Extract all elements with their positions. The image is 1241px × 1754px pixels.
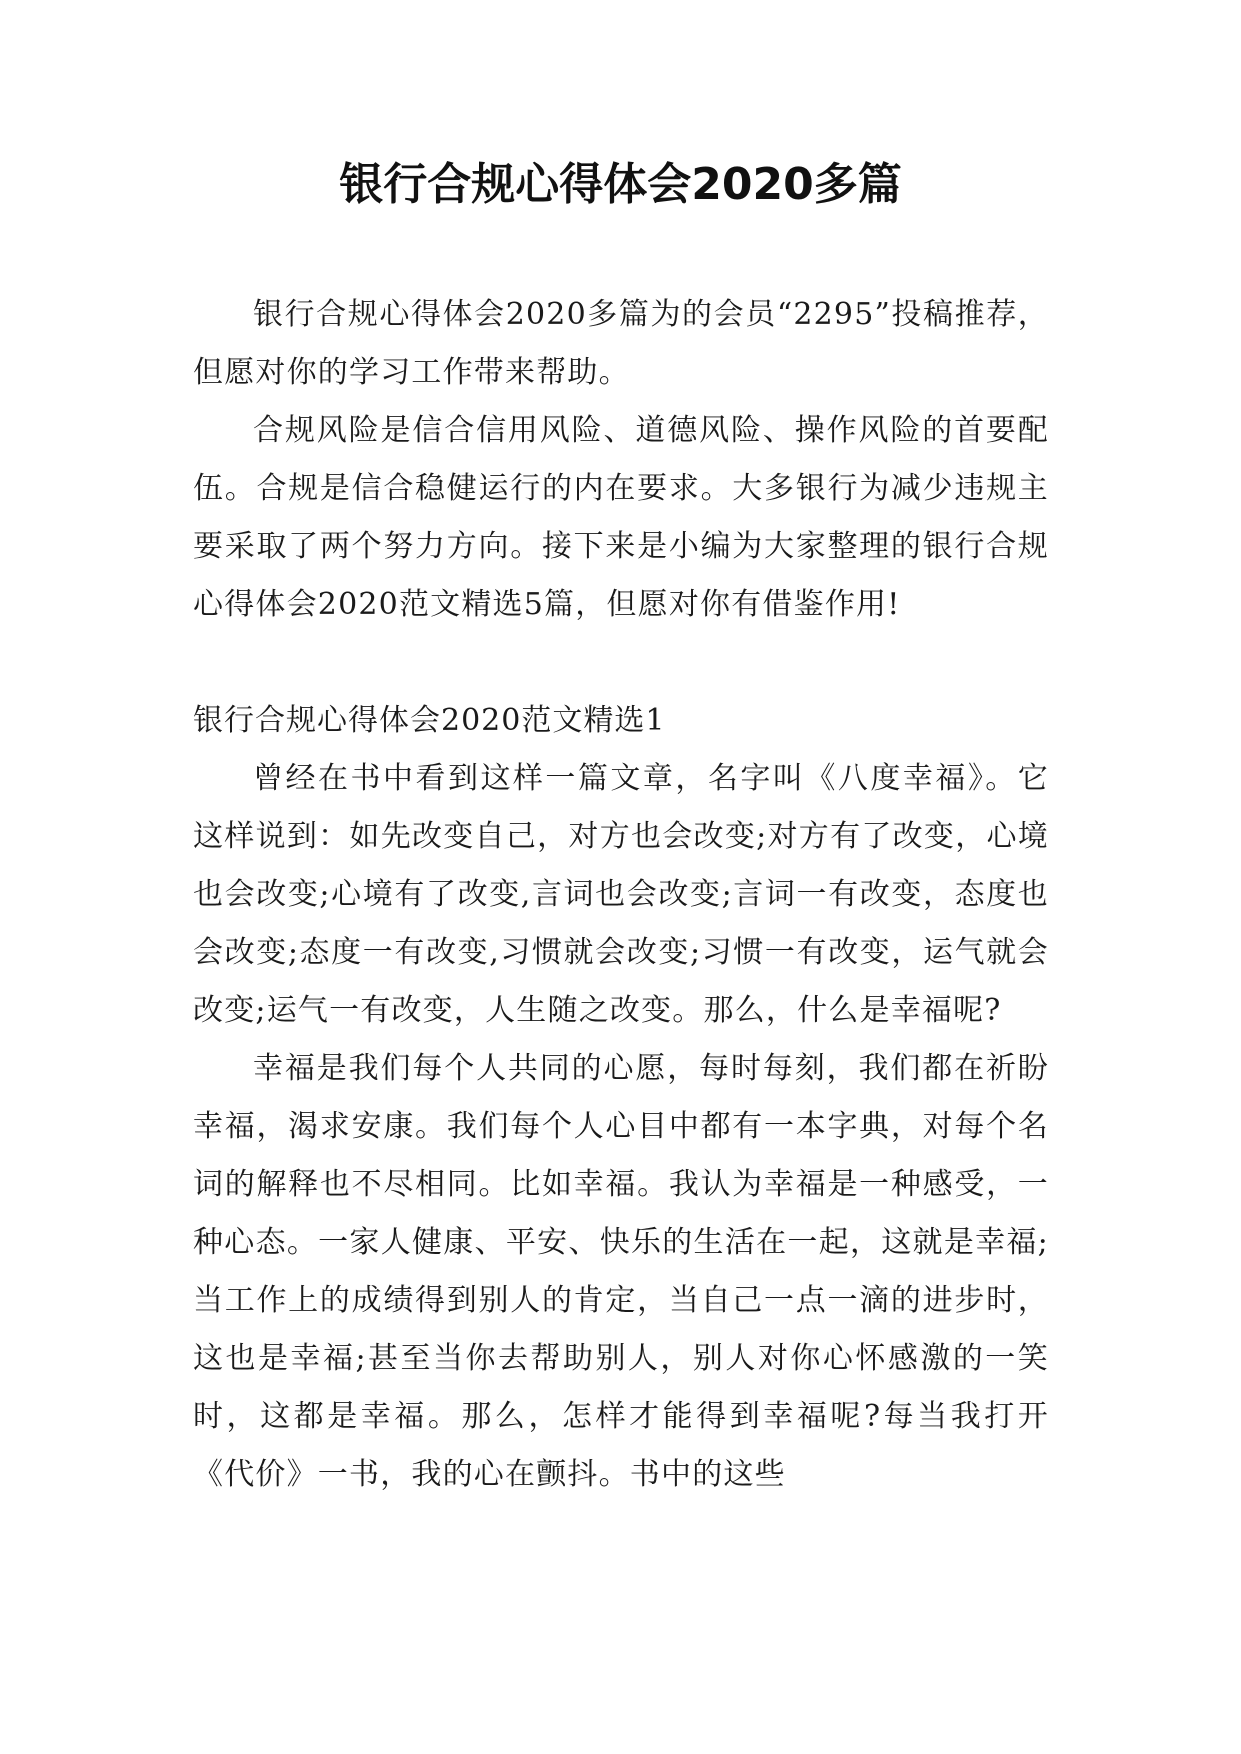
section-paragraph-2: 幸福是我们每个人共同的心愿，每时每刻，我们都在祈盼幸福，渴求安康。我们每个人心目中都有一本字典，对每个名词的解释也不尽相同。比如幸福。我认为幸福是一种感受，一种心态。一家人健康、平安、快乐的生活在一起，这就是幸福;当工作上的成绩得到别人的肯定，当自己一点一滴的进步时，这也是幸福;甚至当你去帮助别人，别人对你心怀感激的一笑时，这都是幸福。那么，怎样才能得到幸福呢?每当我打开《代价》一书，我的心在颤抖。书中的这些 [193,1051,1049,1492]
document-body [193,286,1049,1504]
section-paragraph-1: 曾经在书中看到这样一篇文章，名字叫《八度幸福》。它这样说到：如先改变自己，对方也会改变;对方有了改变，心境也会改变;心境有了改变,言词也会改变;言词一有改变，态度也会改变;态度一有改变,习惯就会改变;习惯一有改变，运气就会改变;运气一有改变，人生随之改变。那么，什么是幸福呢? [193,761,1049,1028]
intro-paragraph: 银行合规心得体会2020多篇为的会员“2295”投稿推荐，但愿对你的学习工作带来帮助。 [193,297,1049,390]
document-title: 银行合规心得体会2020多篇 [339,159,902,210]
summary-paragraph: 合规风险是信合信用风险、道德风险、操作风险的首要配伍。合规是信合稳健运行的内在要求。大多银行为减少违规主要采取了两个努力方向。接下来是小编为大家整理的银行合规心得体会2020范文精选5篇，但愿对你有借鉴作用! [193,413,1049,622]
section-heading: 银行合规心得体会2020范文精选1 [193,703,666,738]
